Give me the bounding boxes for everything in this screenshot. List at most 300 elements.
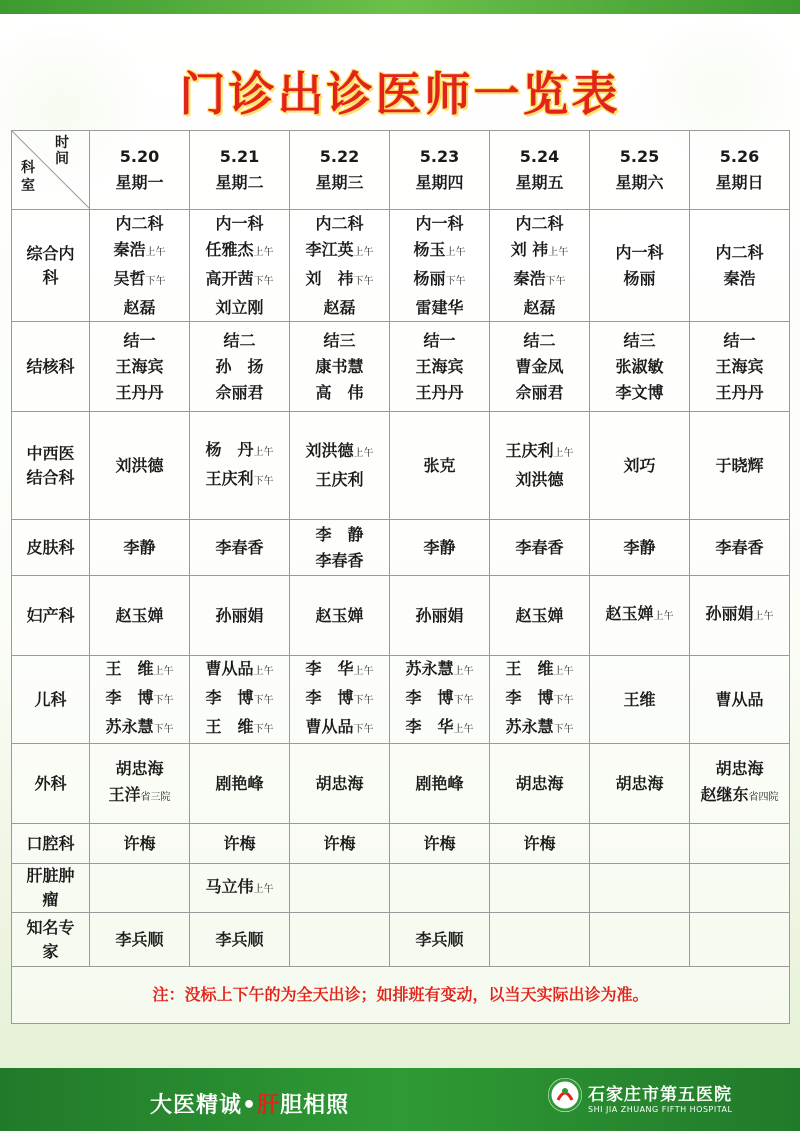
doctor-entry — [690, 601, 789, 630]
doctor-name: 孙丽娟 — [215, 605, 264, 625]
slogan — [150, 1088, 349, 1119]
doctor-entry — [590, 266, 689, 292]
doctor-entry — [690, 266, 789, 292]
schedule-cell — [90, 412, 190, 520]
schedule-cell — [190, 864, 290, 913]
schedule-cell — [490, 520, 590, 576]
doctor-entry — [90, 211, 189, 237]
doctor-name: 王庆利 — [315, 470, 364, 489]
doctor-entry — [490, 656, 589, 685]
corner-dept-label: 科室 — [21, 160, 35, 194]
table-row — [12, 824, 790, 864]
day-header — [590, 131, 690, 210]
doctor-entry — [490, 328, 589, 354]
doctor-entry — [490, 831, 589, 857]
doctor-name: 李兵顺 — [415, 929, 464, 949]
session-tag: 上午 — [353, 448, 374, 459]
doctor-name: 曹从品 — [205, 659, 254, 678]
doctor-name: 结一 — [123, 330, 156, 350]
doctor-entry — [290, 467, 389, 493]
doctor-entry — [190, 831, 289, 857]
schedule-cell — [690, 520, 790, 576]
doctor-name: 结三 — [323, 330, 356, 350]
doctor-name: 内二科 — [315, 213, 364, 233]
doctor-entry — [490, 354, 589, 380]
doctor-entry — [390, 603, 489, 629]
doctor-entry — [490, 266, 589, 295]
doctor-entry — [390, 831, 489, 857]
doctor-name: 张克 — [423, 455, 456, 475]
schedule-cell — [190, 576, 290, 656]
doctor-name: 胡忠海 — [515, 773, 564, 793]
doctor-name: 于晓辉 — [715, 455, 764, 475]
doctor-entry — [590, 354, 689, 380]
hospital-logo-icon — [548, 1078, 582, 1112]
session-tag: 上午 — [553, 448, 574, 459]
session-tag: 上午 — [753, 611, 774, 622]
doctor-entry — [690, 354, 789, 380]
doctor-entry — [490, 380, 589, 406]
doctor-name: 赵玉婵 — [605, 604, 654, 623]
schedule-cell — [590, 824, 690, 864]
session-tag: 下午 — [253, 724, 274, 735]
schedule-cell — [290, 913, 390, 967]
schedule-table — [11, 130, 790, 1024]
doctor-entry — [90, 380, 189, 406]
table-row — [12, 576, 790, 656]
doctor-entry — [390, 295, 489, 321]
schedule-cell — [290, 322, 390, 412]
schedule-cell — [90, 576, 190, 656]
doctor-entry — [190, 380, 289, 406]
doctor-entry — [290, 714, 389, 743]
doctor-name: 王 维 — [205, 717, 254, 736]
doctor-entry — [490, 467, 589, 493]
page-title: 门诊出诊医师一览表 — [179, 67, 621, 121]
session-tag: 上午 — [153, 666, 174, 677]
doctor-entry — [190, 295, 289, 321]
schedule-cell — [590, 520, 690, 576]
session-tag: 下午 — [253, 475, 274, 487]
doctor-name: 雷建华 — [415, 297, 464, 317]
doctor-entry — [190, 328, 289, 354]
doctor-entry — [190, 466, 289, 495]
doctor-entry — [590, 601, 689, 630]
doctor-entry — [590, 687, 689, 713]
doctor-entry — [590, 328, 689, 354]
doctor-name: 佘丽君 — [215, 382, 264, 402]
session-tag: 省三院 — [140, 792, 171, 803]
doctor-name: 王丹丹 — [415, 382, 464, 402]
doctor-name: 杨丽 — [623, 268, 656, 288]
session-tag: 上午 — [253, 666, 274, 677]
header-row — [12, 131, 790, 210]
schedule-cell — [290, 210, 390, 322]
doctor-entry — [390, 328, 489, 354]
schedule-cell — [690, 322, 790, 412]
session-tag: 下午 — [445, 275, 466, 287]
footnote: 注：没标上下午的为全天出诊；如排班有变动，以当天实际出诊为准。 — [12, 967, 790, 1024]
doctor-entry — [690, 756, 789, 782]
session-tag: 上午 — [453, 666, 474, 677]
doctor-entry — [690, 687, 789, 713]
schedule-cell — [690, 913, 790, 967]
doctor-name: 刘洪德 — [515, 470, 564, 489]
doctor-name: 内二科 — [715, 242, 764, 262]
schedule-cell — [290, 864, 390, 913]
doctor-name: 刘洪德 — [305, 441, 354, 460]
session-tag: 上午 — [253, 446, 274, 458]
schedule-cell — [490, 913, 590, 967]
doctor-name: 结一 — [723, 330, 756, 350]
doctor-name: 杨玉 — [413, 239, 446, 259]
day-date: 5.26 — [719, 147, 760, 166]
schedule-cell — [290, 520, 390, 576]
doctor-entry — [390, 380, 489, 406]
session-tag: 下午 — [353, 724, 374, 735]
doctor-entry — [90, 927, 189, 953]
doctor-name: 李 博 — [105, 688, 154, 707]
doctor-entry — [390, 656, 489, 685]
table-row — [12, 913, 790, 967]
doctor-name: 结二 — [223, 330, 256, 350]
doctor-name: 孙 扬 — [215, 356, 264, 376]
doctor-entry — [690, 240, 789, 266]
day-header — [490, 131, 590, 210]
doctor-entry — [290, 211, 389, 237]
session-tag: 上午 — [445, 246, 466, 258]
schedule-cell — [490, 576, 590, 656]
doctor-name: 李春香 — [715, 537, 764, 557]
doctor-entry — [390, 354, 489, 380]
table-row — [12, 412, 790, 520]
doctor-entry — [90, 831, 189, 857]
schedule-cell — [290, 744, 390, 824]
day-weekday: 星期五 — [515, 173, 564, 192]
doctor-name: 内二科 — [115, 213, 164, 233]
doctor-entry — [190, 211, 289, 237]
doctor-name: 王海宾 — [715, 356, 764, 376]
schedule-cell — [390, 864, 490, 913]
schedule-cell — [490, 744, 590, 824]
doctor-entry — [390, 237, 489, 266]
day-weekday: 星期一 — [115, 173, 164, 192]
day-date: 5.21 — [219, 147, 260, 166]
doctor-name: 王庆利 — [205, 468, 254, 488]
day-weekday: 星期日 — [715, 173, 764, 192]
schedule-cell — [190, 824, 290, 864]
schedule-cell — [390, 412, 490, 520]
schedule-cell — [590, 322, 690, 412]
schedule-cell — [90, 824, 190, 864]
doctor-entry — [290, 295, 389, 321]
doctor-name: 王丹丹 — [115, 382, 164, 402]
schedule-cell — [590, 864, 690, 913]
schedule-cell — [290, 824, 390, 864]
doctor-name: 李春香 — [315, 550, 364, 570]
doctor-name: 刘巧 — [623, 455, 656, 475]
doctor-name: 李 静 — [315, 524, 364, 544]
doctor-name: 秦浩 — [723, 268, 756, 288]
doctor-entry — [490, 295, 589, 321]
schedule-cell — [390, 322, 490, 412]
dept-cell: 综合内科 — [12, 210, 90, 322]
doctor-entry — [390, 714, 489, 743]
doctor-name: 赵玉婵 — [315, 605, 364, 625]
table-row — [12, 210, 790, 322]
schedule-cell — [390, 824, 490, 864]
slogan-part-a: 大医精诚 — [150, 1093, 243, 1118]
doctor-name: 许梅 — [223, 833, 256, 853]
doctor-entry — [690, 380, 789, 406]
doctor-name: 曹从品 — [715, 689, 764, 709]
doctor-name: 许梅 — [523, 833, 556, 853]
day-weekday: 星期三 — [315, 173, 364, 192]
session-tag: 上午 — [253, 883, 274, 895]
doctor-name: 李文博 — [615, 382, 664, 402]
doctor-name: 赵玉婵 — [115, 605, 164, 625]
doctor-name: 结二 — [523, 330, 556, 350]
doctor-entry — [190, 685, 289, 714]
doctor-entry — [90, 656, 189, 685]
doctor-name: 苏永慧 — [105, 717, 154, 736]
doctor-name: 王维 — [623, 689, 656, 709]
doctor-name: 许梅 — [323, 833, 356, 853]
doctor-entry — [690, 453, 789, 479]
schedule-cell — [190, 656, 290, 744]
dept-cell: 中西医结合科 — [12, 412, 90, 520]
doctor-name: 许梅 — [423, 833, 456, 853]
doctor-name: 李 博 — [405, 688, 454, 707]
doctor-entry — [190, 237, 289, 266]
schedule-cell — [290, 576, 390, 656]
doctor-entry — [290, 656, 389, 685]
doctor-name: 内一科 — [415, 213, 464, 233]
doctor-entry — [190, 874, 289, 903]
doctor-entry — [190, 437, 289, 466]
schedule-cell — [190, 412, 290, 520]
doctor-entry — [590, 453, 689, 479]
schedule-cell — [390, 656, 490, 744]
doctor-name: 胡忠海 — [615, 773, 664, 793]
dept-cell: 知名专家 — [12, 913, 90, 967]
schedule-cell — [690, 210, 790, 322]
schedule-cell — [490, 210, 590, 322]
doctor-entry — [390, 927, 489, 953]
doctor-name: 王海宾 — [115, 356, 164, 376]
doctor-name: 剧艳峰 — [415, 773, 464, 793]
doctor-name: 李兵顺 — [215, 929, 264, 949]
schedule-cell — [590, 576, 690, 656]
session-tag: 上午 — [548, 246, 569, 258]
doctor-entry — [190, 714, 289, 743]
dept-cell: 口腔科 — [12, 824, 90, 864]
dept-cell: 结核科 — [12, 322, 90, 412]
schedule-cell — [390, 913, 490, 967]
doctor-name: 王 维 — [105, 659, 154, 678]
schedule-cell — [390, 520, 490, 576]
doctor-name: 内一科 — [215, 213, 264, 233]
doctor-entry — [590, 240, 689, 266]
doctor-entry — [290, 354, 389, 380]
doctor-entry — [590, 380, 689, 406]
schedule-cell — [690, 864, 790, 913]
doctor-entry — [290, 328, 389, 354]
corner-time-label: 时间 — [55, 135, 69, 167]
doctor-entry — [690, 328, 789, 354]
schedule-cell — [690, 744, 790, 824]
session-tag: 下午 — [153, 695, 174, 706]
slogan-sep: • — [242, 1093, 258, 1118]
schedule-cell — [390, 576, 490, 656]
dept-cell: 儿科 — [12, 656, 90, 744]
schedule-cell — [490, 824, 590, 864]
session-tag: 下午 — [253, 275, 274, 287]
doctor-name: 结三 — [623, 330, 656, 350]
doctor-name: 内二科 — [515, 213, 564, 233]
schedule-cell — [90, 322, 190, 412]
doctor-entry — [290, 522, 389, 548]
doctor-name: 王洋 — [108, 785, 141, 804]
top-green-bar — [0, 0, 800, 14]
doctor-name: 李 华 — [305, 659, 354, 678]
doctor-entry — [290, 603, 389, 629]
doctor-name: 李静 — [623, 537, 656, 557]
doctor-entry — [190, 535, 289, 561]
doctor-entry — [290, 266, 389, 295]
schedule-cell — [390, 744, 490, 824]
schedule-cell — [90, 913, 190, 967]
doctor-name: 佘丽君 — [515, 382, 564, 402]
day-date: 5.20 — [119, 147, 160, 166]
doctor-name: 马立伟 — [205, 876, 254, 896]
doctor-name: 李静 — [423, 537, 456, 557]
doctor-entry — [90, 453, 189, 479]
schedule-cell — [90, 520, 190, 576]
slogan-part-b: 肝 — [257, 1093, 281, 1118]
doctor-name: 孙丽娟 — [705, 604, 754, 623]
session-tag: 下午 — [353, 695, 374, 706]
table-row — [12, 864, 790, 913]
session-tag: 下午 — [453, 695, 474, 706]
doctor-name: 高 伟 — [315, 382, 364, 402]
session-tag: 下午 — [153, 724, 174, 735]
schedule-cell — [290, 656, 390, 744]
day-header — [690, 131, 790, 210]
doctor-name: 苏永慧 — [505, 717, 554, 736]
doctor-name: 赵磊 — [323, 297, 356, 317]
day-weekday: 星期六 — [615, 173, 664, 192]
session-tag: 省四院 — [748, 792, 779, 803]
session-tag: 上午 — [145, 246, 166, 258]
doctor-entry — [90, 354, 189, 380]
day-date: 5.23 — [419, 147, 460, 166]
schedule-cell — [590, 210, 690, 322]
note-row — [12, 967, 790, 1024]
day-weekday: 星期二 — [215, 173, 264, 192]
schedule-cell — [190, 210, 290, 322]
doctor-name: 杨 丹 — [205, 439, 254, 459]
doctor-entry — [590, 771, 689, 797]
doctor-name: 秦浩 — [113, 239, 146, 259]
doctor-entry — [90, 266, 189, 295]
doctor-name: 赵玉婵 — [515, 605, 564, 625]
doctor-name: 李 博 — [305, 688, 354, 707]
doctor-name: 苏永慧 — [405, 659, 454, 678]
doctor-entry — [290, 237, 389, 266]
doctor-name: 许梅 — [123, 833, 156, 853]
doctor-entry — [90, 782, 189, 811]
doctor-name: 高开茜 — [205, 268, 254, 288]
schedule-cell — [190, 913, 290, 967]
corner-header — [12, 131, 90, 210]
doctor-entry — [190, 927, 289, 953]
doctor-name: 刘立刚 — [215, 297, 264, 317]
doctor-entry — [290, 831, 389, 857]
session-tag: 上午 — [453, 724, 474, 735]
hospital-name-en: SHI JIA ZHUANG FIFTH HOSPITAL — [588, 1105, 733, 1114]
schedule-cell — [90, 656, 190, 744]
day-date: 5.24 — [519, 147, 560, 166]
dept-cell: 妇产科 — [12, 576, 90, 656]
schedule-cell — [290, 412, 390, 520]
doctor-entry — [390, 685, 489, 714]
schedule-cell — [190, 322, 290, 412]
doctor-entry — [490, 438, 589, 467]
schedule-cell — [490, 864, 590, 913]
doctor-name: 康书慧 — [315, 356, 364, 376]
doctor-entry — [190, 266, 289, 295]
doctor-name: 李 华 — [405, 717, 454, 736]
doctor-name: 刘 祎 — [510, 239, 549, 259]
doctor-entry — [390, 266, 489, 295]
doctor-entry — [290, 380, 389, 406]
doctor-name: 刘洪德 — [115, 455, 164, 475]
doctor-name: 李江英 — [305, 239, 354, 259]
day-header — [90, 131, 190, 210]
doctor-name: 赵磊 — [523, 297, 556, 317]
doctor-entry — [490, 685, 589, 714]
schedule-cell — [590, 913, 690, 967]
table-row — [12, 656, 790, 744]
dept-cell: 肝脏肿瘤 — [12, 864, 90, 913]
doctor-entry — [190, 771, 289, 797]
doctor-name: 秦浩 — [513, 268, 546, 288]
day-header — [390, 131, 490, 210]
doctor-name: 李静 — [123, 537, 156, 557]
doctor-entry — [390, 535, 489, 561]
doctor-name: 结一 — [423, 330, 456, 350]
schedule-cell — [690, 656, 790, 744]
doctor-entry — [190, 656, 289, 685]
session-tag: 上午 — [653, 611, 674, 622]
schedule-cell — [390, 210, 490, 322]
day-header — [190, 131, 290, 210]
doctor-name: 李 博 — [205, 688, 254, 707]
schedule-cell — [690, 824, 790, 864]
dept-cell: 皮肤科 — [12, 520, 90, 576]
doctor-entry — [90, 714, 189, 743]
doctor-entry — [290, 771, 389, 797]
schedule-cell — [90, 210, 190, 322]
doctor-name: 胡忠海 — [315, 773, 364, 793]
session-tag: 上午 — [353, 246, 374, 258]
doctor-name: 杨丽 — [413, 268, 446, 288]
doctor-name: 王丹丹 — [715, 382, 764, 402]
doctor-entry — [490, 237, 589, 266]
doctor-entry — [90, 295, 189, 321]
doctor-name: 王 维 — [505, 659, 554, 678]
